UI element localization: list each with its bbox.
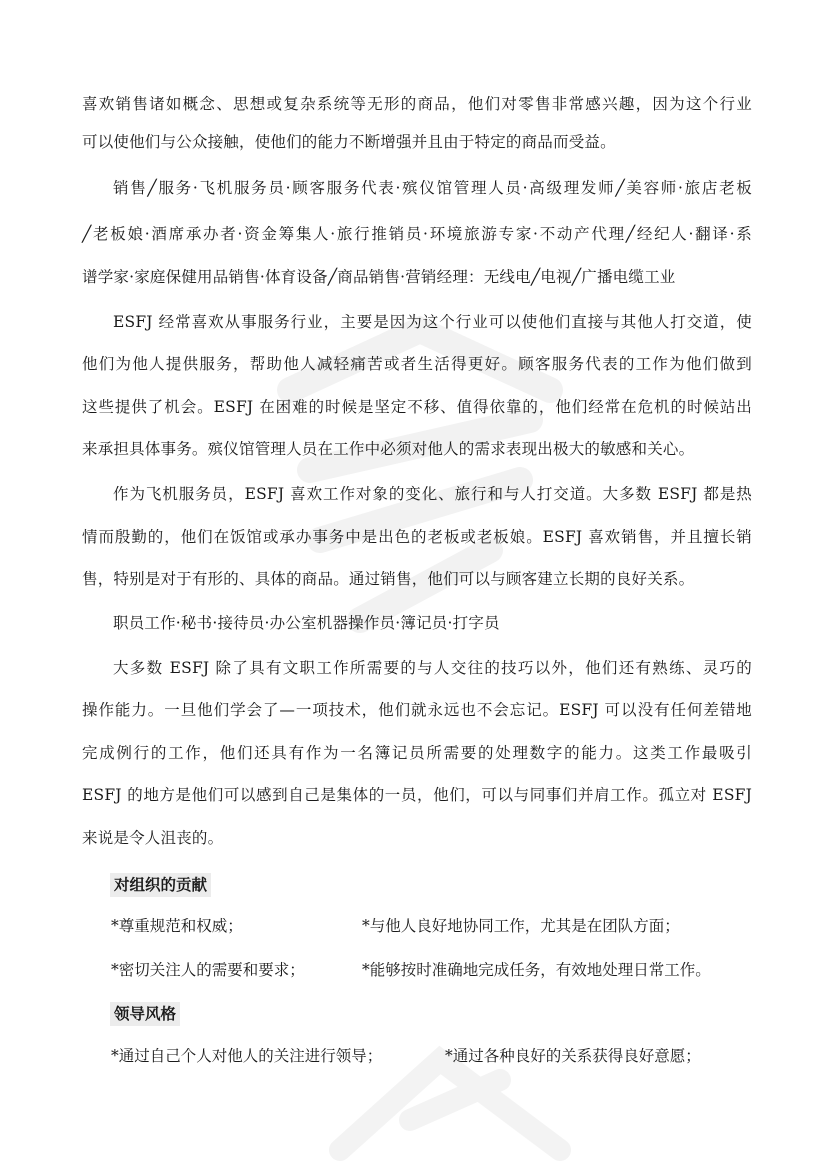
list-item: *能够按时准确地完成任务，有效地处理日常工作。	[362, 961, 711, 979]
paragraph-line: 来说是令人沮丧的。	[82, 829, 224, 847]
paragraph-line: 喜欢销售诸如概念、思想或复杂系统等无形的商品，他们对零售非常感兴趣，因为这个行业	[82, 95, 752, 113]
paragraph-line: 这些提供了机会。ESFJ 在困难的时候是坚定不移、值得依靠的，他们经常在危机的时候站出	[82, 398, 752, 416]
paragraph-line: 来承担具体事务。殡仪馆管理人员在工作中必须对他人的需求表现出极大的敏感和关心。	[82, 440, 695, 458]
paragraph-line: 售，特别是对于有形的、具体的商品。通过销售，他们可以与顾客建立长期的良好关系。	[82, 570, 695, 588]
paragraph-line: 职员工作·秘书·接待员·办公室机器操作员·簿记员·打字员	[113, 614, 500, 632]
paragraph-line: ESFJ 的地方是他们可以感到自己是集体的一员，他们，可以与同事们并肩工作。孤立对 ESFJ	[82, 786, 752, 804]
paragraph-line: ESFJ 经常喜欢从事服务行业，主要是因为这个行业可以使他们直接与其他人打交道，使	[113, 313, 752, 331]
paragraph-line: 他们为他人提供服务，帮助他人减轻痛苦或者生活得更好。顾客服务代表的工作为他们做到	[82, 355, 752, 373]
paragraph-line: 谱学家·家庭保健用品销售·体育设备╱商品销售·营销经理：无线电╱电视╱广播电缆工业	[82, 268, 676, 286]
paragraph-line: ╱老板娘·酒席承办者·资金筹集人·旅行推销员·环境旅游专家·不动产代理╱经纪人·翻译·系	[82, 225, 752, 243]
paragraph-line: 完成例行的工作，他们还具有作为一名簿记员所需要的处理数字的能力。这类工作最吸引	[82, 744, 752, 762]
list-item: *通过自己个人对他人的关注进行领导；	[111, 1047, 383, 1065]
list-item: *密切关注人的需要和要求；	[111, 961, 305, 979]
paragraph-line: 可以使他们与公众接触，使他们的能力不断增强并且由于特定的商品而受益。	[82, 133, 616, 151]
section-heading-contribution: 对组织的贡献	[110, 873, 211, 897]
paragraph-line: 操作能力。一旦他们学会了—一项技术，他们就永远也不会忘记。ESFJ 可以没有任何差错地	[82, 701, 752, 719]
list-item: *与他人良好地协同工作，尤其是在团队方面；	[362, 917, 680, 935]
section-heading-leadership: 领导风格	[110, 1002, 180, 1026]
list-item: *通过各种良好的关系获得良好意愿；	[445, 1047, 701, 1065]
paragraph-line: 作为飞机服务员，ESFJ 喜欢工作对象的变化、旅行和与人打交道。大多数 ESFJ 都是热	[113, 485, 752, 503]
paragraph-line: 销售╱服务·飞机服务员·顾客服务代表·殡仪馆管理人员·高级理发师╱美容师·旅店老板	[113, 179, 752, 197]
paragraph-line: 大多数 ESFJ 除了具有文职工作所需要的与人交往的技巧以外，他们还有熟练、灵巧的	[113, 659, 752, 677]
list-item: *尊重规范和权威；	[111, 917, 243, 935]
paragraph-line: 情而殷勤的，他们在饭馆或承办事务中是出色的老板或老板娘。ESFJ 喜欢销售，并且擅长销	[82, 528, 752, 546]
watermark-stamp-bottom	[320, 1020, 580, 1170]
